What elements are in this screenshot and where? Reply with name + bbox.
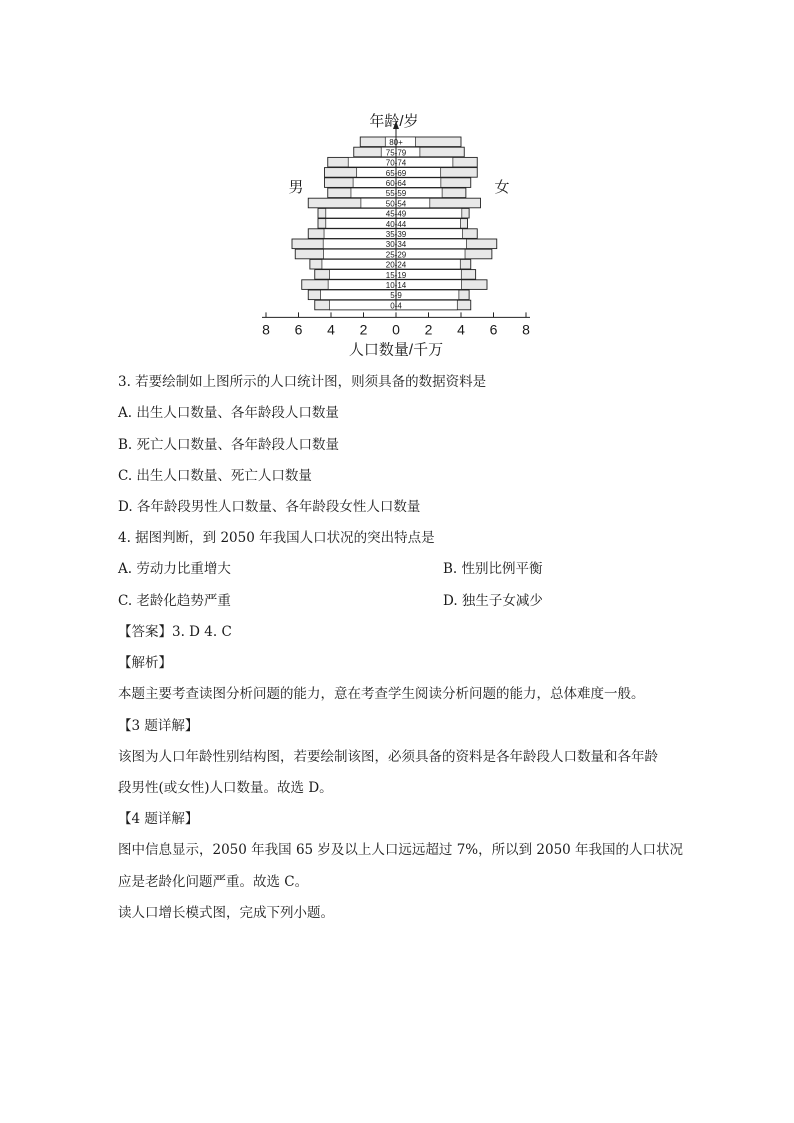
- female-inner-bar-0-4: [396, 300, 457, 310]
- age-label-30-34: 30-34: [385, 240, 407, 250]
- question-4-detail-line-1: 图中信息显示，2050 年我国 65 岁及以上人口远远超过 7%，所以到 2050 年我国的人口状况: [118, 842, 684, 858]
- age-label-35-39: 35-39: [385, 230, 407, 239]
- question-3-option-a: A. 出生人口数量、各年龄段人口数量: [118, 405, 339, 421]
- age-label-75-79: 75-79: [385, 148, 407, 158]
- age-label-10-14: 10-14: [385, 281, 407, 290]
- question-3-option-c: C. 出生人口数量、死亡人口数量: [118, 468, 312, 484]
- x-tick-label-4: 0: [392, 321, 400, 338]
- male-inner-bar-5-9: [321, 290, 396, 300]
- answer-line: 【答案】3. D 4. C: [118, 624, 232, 640]
- analysis-text: 本题主要考查读图分析问题的能力，意在考查学生阅读分析问题的能力，总体难度一般。: [118, 686, 645, 702]
- female-inner-bar-25-29: [396, 249, 465, 259]
- x-tick-label-6: 4: [457, 321, 465, 338]
- question-4-detail-line-2: 应是老龄化问题严重。故选 C。: [118, 874, 309, 890]
- question-3-option-b: B. 死亡人口数量、各年龄段人口数量: [118, 437, 340, 453]
- question-3-detail-line-2: 段男性(或女性)人口数量。故选 D。: [118, 780, 333, 796]
- question-4-option-c: C. 老龄化趋势严重: [118, 593, 231, 609]
- female-inner-bar-30-34: [396, 239, 467, 249]
- x-tick-label-7: 6: [489, 321, 498, 338]
- analysis-heading: 【解析】: [118, 655, 172, 671]
- population-pyramid-figure: [250, 100, 540, 360]
- age-label-65-69: 65-69: [385, 168, 407, 178]
- question-4-option-d: D. 独生子女减少: [443, 593, 543, 609]
- x-axis-title: 人口数量/千万: [348, 341, 444, 359]
- population-pyramid-chart: [250, 100, 540, 360]
- y-axis-title: 年龄/岁: [369, 113, 419, 130]
- question-3-detail-line-1: 该图为人口年龄性别结构图，若要绘制该图，必须具备的资料是各年龄段人口数量和各年龄: [118, 749, 658, 765]
- age-label-40-44: 40-44: [385, 219, 407, 229]
- age-label-80+: 80+: [389, 138, 403, 148]
- question-4-option-b: B. 性别比例平衡: [443, 561, 543, 577]
- age-label-45-49: 45-49: [385, 209, 407, 219]
- age-label-5-9: 5-9: [390, 291, 402, 301]
- x-tick-label-0: 8: [262, 321, 270, 338]
- age-label-25-29: 25-29: [385, 250, 407, 260]
- next-section-intro: 读人口增长模式图，完成下列小题。: [118, 905, 334, 921]
- question-3-stem: 3. 若要绘制如上图所示的人口统计图，则须具备的数据资料是: [118, 374, 487, 390]
- age-label-15-19: 15-19: [385, 270, 407, 280]
- x-tick-label-5: 2: [424, 321, 433, 338]
- age-label-0-4: 0-4: [390, 301, 402, 311]
- age-label-20-24: 20-24: [385, 260, 407, 270]
- x-tick-label-3: 2: [359, 321, 368, 338]
- age-label-60-64: 60-64: [385, 179, 407, 188]
- male-inner-bar-0-4: [329, 300, 396, 310]
- question-3-option-d: D. 各年龄段男性人口数量、各年龄段女性人口数量: [118, 499, 421, 515]
- question-4-detail-heading: 【4 题详解】: [118, 811, 199, 827]
- question-4-option-a: A. 劳动力比重增大: [118, 561, 231, 577]
- x-tick-label-8: 8: [522, 321, 530, 338]
- age-label-55-59: 55-59: [385, 189, 407, 199]
- male-label: 男: [288, 179, 304, 196]
- age-label-50-54: 50-54: [385, 199, 407, 209]
- x-tick-label-1: 6: [294, 321, 303, 338]
- question-3-detail-heading: 【3 题详解】: [118, 718, 199, 734]
- female-label: 女: [494, 179, 510, 196]
- x-tick-label-2: 4: [327, 321, 335, 338]
- question-4-stem: 4. 据图判断，到 2050 年我国人口状况的突出特点是: [118, 530, 435, 546]
- female-inner-bar-5-9: [396, 290, 459, 300]
- age-label-70-74: 70-74: [385, 158, 407, 168]
